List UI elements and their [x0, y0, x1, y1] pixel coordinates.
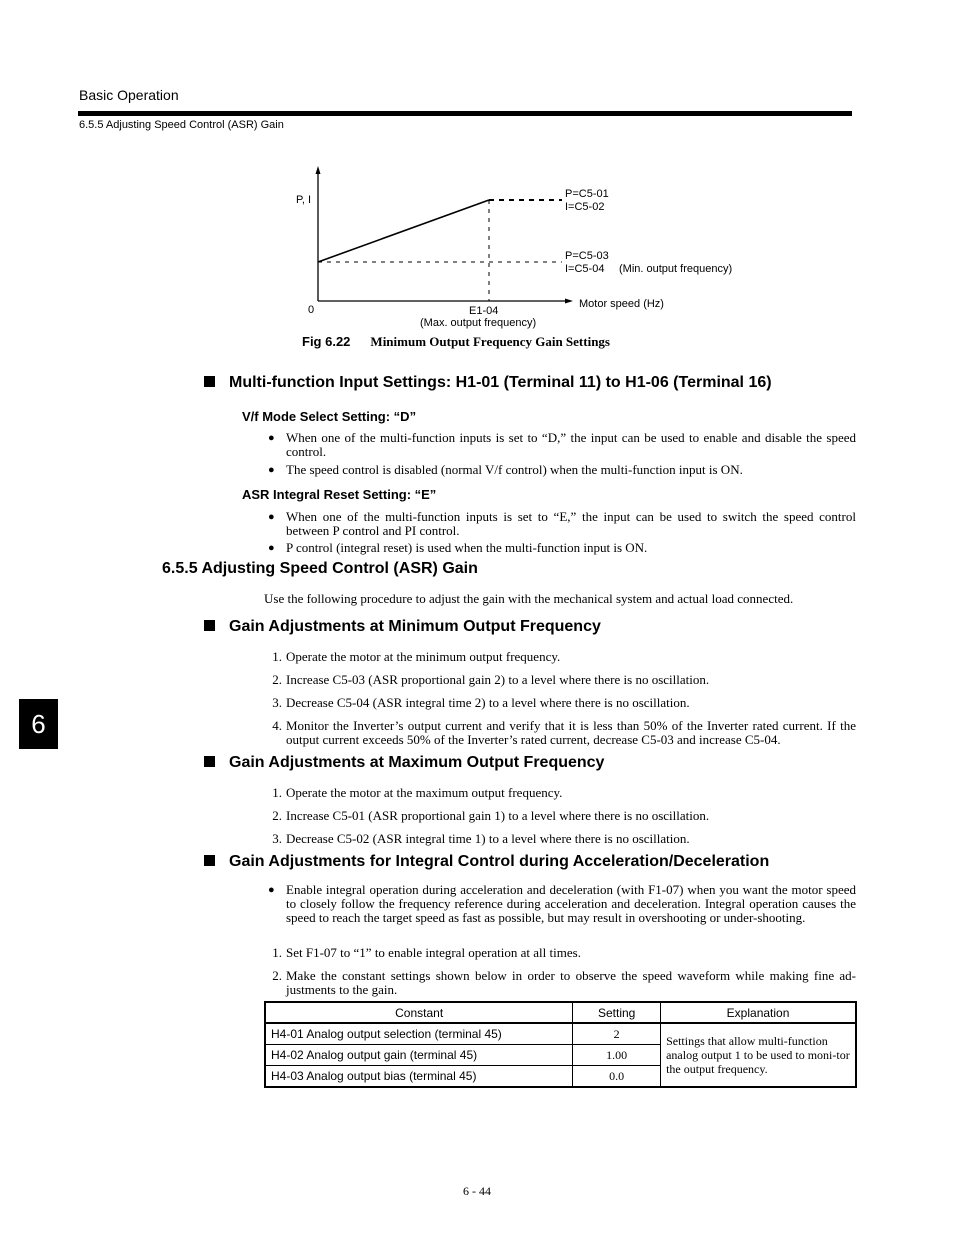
x-tick-label: E1-04	[469, 305, 499, 317]
table-cell-explanation: Settings that allow multi-function analog output 1 to be used to moni-tor the output frequency.	[661, 1023, 856, 1087]
table-cell-constant: H4-01 Analog output selection (terminal 45)	[265, 1023, 573, 1045]
table-cell-constant: H4-02 Analog output gain (terminal 45)	[265, 1045, 573, 1066]
page-number: 6 - 44	[463, 1184, 491, 1198]
gain-line	[318, 200, 489, 262]
max-step-3: 3. Decrease C5-02 (ASR integral time 1) to a level where there is no oscillation.	[272, 831, 690, 846]
x-tick-sublabel: (Max. output frequency)	[420, 317, 537, 329]
bullet-icon: ●	[268, 511, 275, 523]
gain-settings-figure	[0, 0, 954, 340]
table-header-constant: Constant	[265, 1002, 573, 1023]
table-row	[265, 1023, 856, 1045]
max-freq-heading: Gain Adjustments at Maximum Output Frequency	[204, 754, 604, 772]
table-cell-setting: 1.00	[573, 1045, 661, 1066]
origin-label: 0	[308, 304, 315, 316]
vf-mode-heading: V/f Mode Select Setting: “D”	[242, 409, 417, 424]
figure-caption-text: Minimum Output Frequency Gain Settings	[370, 334, 610, 349]
section-intro: Use the following procedure to adjust the gain with the mechanical system and actual load connected.	[264, 591, 794, 606]
integral-heading: Gain Adjustments for Integral Control during Acceleration/Deceleration	[204, 853, 769, 871]
table-header-setting: Setting	[573, 1002, 661, 1023]
header-section-title: Basic Operation	[79, 87, 179, 103]
x-axis-arrow	[565, 299, 573, 304]
min-step-4: 4. Monitor the Inverter’s output current and verify that it is less than 50% of the Inverter rated current. If the output current exceeds 50% of the Inverter’s rated current, decrease C5-03 and increase C5-04.	[272, 718, 856, 747]
lower-label-note: (Min. output frequency)	[619, 263, 733, 275]
asr-bullet-1: ● When one of the multi-function inputs is set to “E,” the input can be used to switch the speed control between P control and PI control.	[268, 509, 856, 538]
bullet-icon: ●	[268, 884, 275, 896]
upper-label-i: I=C5-02	[565, 201, 605, 213]
lower-label-i: I=C5-04	[565, 263, 605, 275]
header-subsection: 6.5.5 Adjusting Speed Control (ASR) Gain	[79, 119, 284, 131]
min-step-3: 3. Decrease C5-04 (ASR integral time 2) to a level where there is no oscillation.	[272, 695, 690, 710]
section-heading: 6.5.5 Adjusting Speed Control (ASR) Gain	[162, 560, 478, 577]
bullet-icon: ●	[268, 464, 275, 476]
bullet-icon: ●	[268, 542, 275, 554]
square-bullet-icon	[204, 855, 215, 866]
figure-caption-number: Fig 6.22	[302, 334, 351, 349]
integral-step-1: 1. Set F1-07 to “1” to enable integral operation at all times.	[272, 945, 581, 960]
min-step-1: 1. Operate the motor at the minimum output frequency.	[272, 649, 561, 664]
asr-reset-heading: ASR Integral Reset Setting: “E”	[242, 487, 437, 502]
y-axis-arrow	[316, 166, 321, 174]
table-header-row	[265, 1002, 856, 1023]
vf-bullet-1: ● When one of the multi-function inputs is set to “D,” the input can be used to enable and disable the speed control.	[268, 430, 856, 459]
square-bullet-icon	[204, 756, 215, 767]
lower-label-p: P=C5-03	[565, 250, 609, 262]
integral-bullet: ● Enable integral operation during acceleration and deceleration (with F1-07) when you want the motor speed to closely follow the frequency reference during acceleration and deceleration. Integral operation causes the speed to reach the target speed as fast as possible, but may result in overshooting or under-shooting.	[268, 882, 856, 925]
figure-caption	[302, 334, 610, 350]
chapter-tab: 6	[19, 699, 58, 749]
x-axis-label: Motor speed (Hz)	[579, 298, 664, 310]
bullet-icon: ●	[268, 432, 275, 444]
table-header-explanation: Explanation	[661, 1002, 856, 1023]
table-cell-setting: 0.0	[573, 1066, 661, 1088]
table-cell-constant: H4-03 Analog output bias (terminal 45)	[265, 1066, 573, 1088]
multi-function-heading: Multi-function Input Settings: H1-01 (Terminal 11) to H1-06 (Terminal 16)	[204, 374, 772, 392]
square-bullet-icon	[204, 376, 215, 387]
vf-bullet-2: ● The speed control is disabled (normal V/f control) when the multi-function input is ON.	[268, 462, 743, 477]
max-step-1: 1. Operate the motor at the maximum output frequency.	[272, 785, 563, 800]
asr-bullet-2: ● P control (integral reset) is used when the multi-function input is ON.	[268, 540, 648, 555]
square-bullet-icon	[204, 620, 215, 631]
integral-step-2: 2. Make the constant settings shown below in order to observe the speed waveform while making fine ad-justments to the gain.	[272, 968, 856, 997]
max-step-2: 2. Increase C5-01 (ASR proportional gain 1) to a level where there is no oscillation.	[272, 808, 710, 823]
table-cell-setting: 2	[573, 1023, 661, 1045]
constants-table	[264, 1001, 857, 1088]
min-freq-heading: Gain Adjustments at Minimum Output Frequency	[204, 618, 601, 636]
min-step-2: 2. Increase C5-03 (ASR proportional gain 2) to a level where there is no oscillation.	[272, 672, 710, 687]
upper-label-p: P=C5-01	[565, 188, 609, 200]
y-axis-label: P, I	[296, 194, 312, 206]
